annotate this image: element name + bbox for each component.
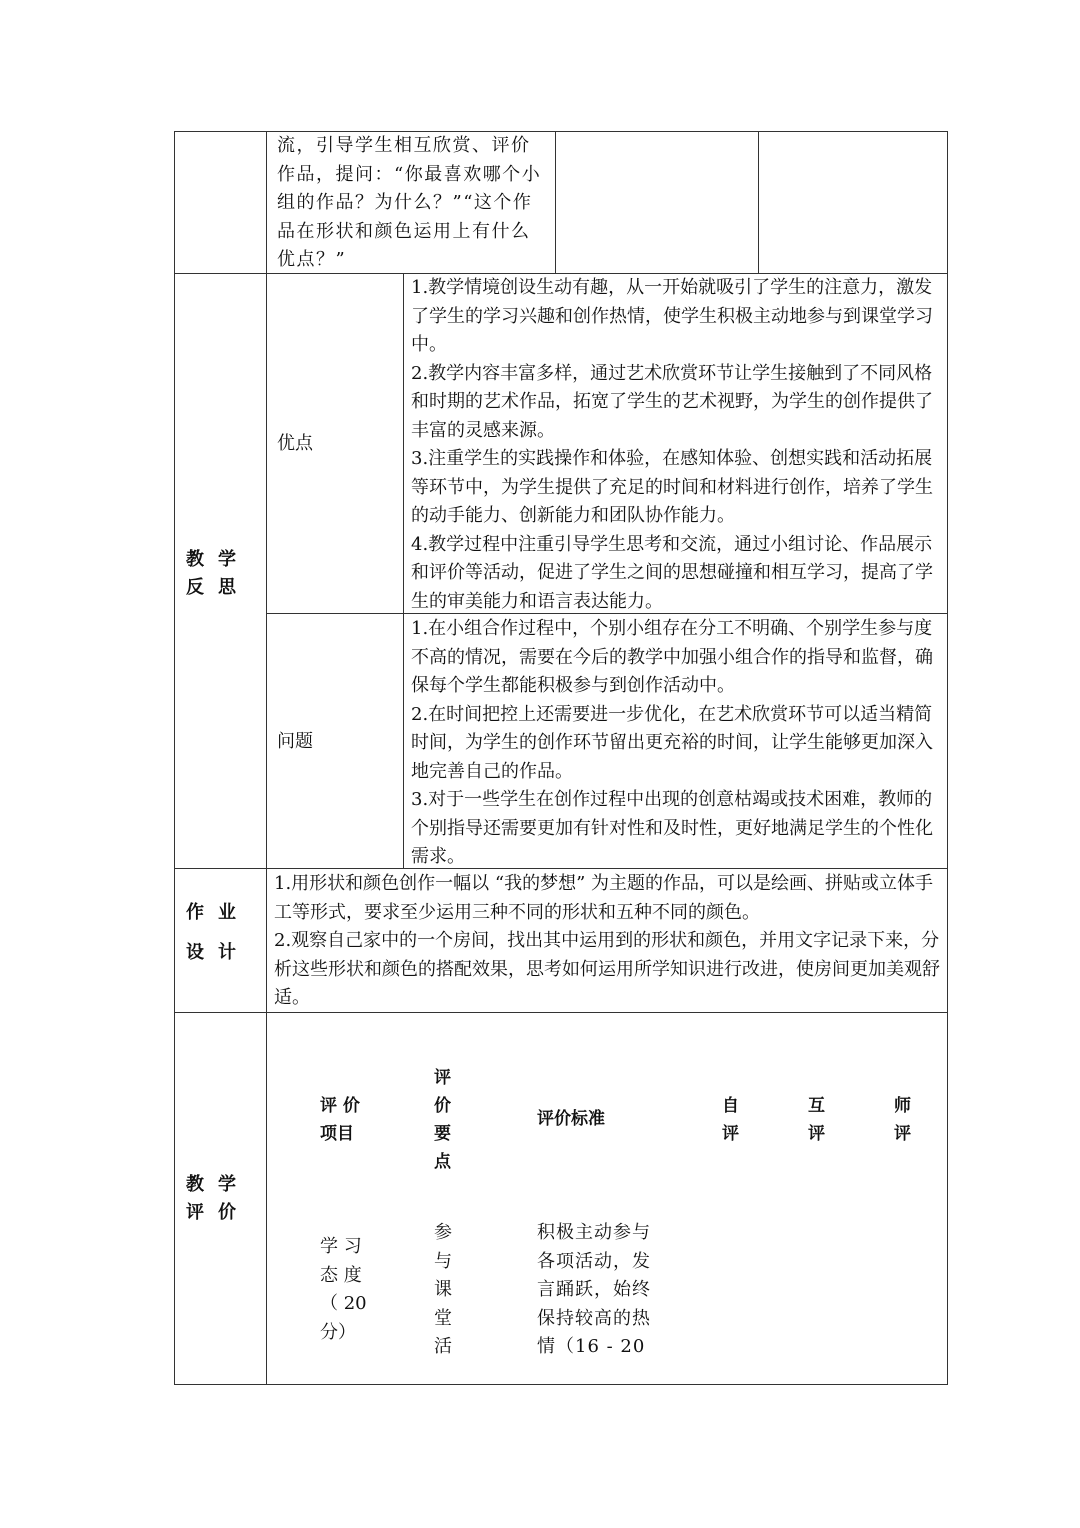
eval-header-standard: 评价标准: [537, 1109, 605, 1129]
list-item: 2.在时间把控上还需要进一步优化，在艺术欣赏环节可以适当精简时间，为学生的创作环节留出更充裕的时间，让学生能够更加深入地完善自己的作品。: [411, 703, 933, 782]
grid-line: [174, 131, 175, 1385]
advantages-label: 优点: [277, 433, 313, 454]
eval-header-peer: 互 评: [808, 1096, 825, 1144]
grid-line: [174, 1384, 948, 1385]
eval-header-teacher: 师 评: [894, 1096, 911, 1144]
list-item: 2.观察自己家中的一个房间，找出其中运用到的形状和颜色，并用文字记录下来，分析这些形状和颜色的搭配效果，思考如何运用所学知识进行改进，使房间更加美观舒适。: [274, 930, 940, 1008]
grid-line: [555, 131, 556, 274]
problems-list: [411, 615, 941, 872]
homework-list: [274, 870, 941, 1013]
eval-row-standard: 积极主动参与 各项活动，发 言踊跃，始终 保持较高的热 情（16 - 20: [537, 1222, 651, 1357]
list-item: 1.教学情境创设生动有趣，从一开始就吸引了学生的注意力，激发了学生的学习兴趣和创作热情，使学生积极主动地参与到课堂学习中。: [411, 277, 933, 355]
eval-header-item: 评 价 项目: [320, 1096, 360, 1144]
list-item: 2.教学内容丰富多样，通过艺术欣赏环节让学生接触到了不同风格和时期的艺术作品，拓宽了学生的艺术视野，为学生的创作提供了丰富的灵感来源。: [411, 362, 933, 441]
evaluation-label: 教学评价: [186, 1174, 250, 1223]
reflection-label: 教学反思: [186, 549, 250, 598]
list-item: 3.对于一些学生在创作过程中出现的创意枯竭或技术困难，教师的个别指导还需要更加有针对性和及时性，更好地满足学生的个性化需求。: [411, 789, 933, 867]
grid-line: [758, 131, 759, 274]
list-item: 1.用形状和颜色创作一幅以 “我的梦想” 为主题的作品，可以是绘画、拼贴或立体手工等形式，要求至少运用三种不同的形状和五种不同的颜色。: [274, 873, 934, 923]
grid-line: [947, 131, 948, 1385]
eval-row-point: 参 与 课 堂 活: [434, 1222, 452, 1357]
problems-label: 问题: [277, 731, 313, 752]
homework-label: 作业设计: [186, 902, 250, 963]
eval-header-point: 评 价 要 点: [434, 1068, 451, 1172]
grid-line: [403, 273, 404, 869]
eval-header-self: 自 评: [722, 1096, 739, 1144]
list-item: 4.教学过程中注重引导学生思考和交流，通过小组讨论、作品展示和评价等活动，促进了学生之间的思想碰撞和相互学习，提高了学生的审美能力和语言表达能力。: [411, 533, 933, 612]
top-row-text: 流，引导学生相互欣赏、评价作品，提问：“你最喜欢哪个小组的作品？为什么？”“这个作品在形状和颜色运用上有什么优点？”: [277, 135, 542, 270]
advantages-list: [411, 274, 941, 616]
list-item: 1.在小组合作过程中，个别小组存在分工不明确、个别学生参与度不高的情况，需要在今后的教学中加强小组合作的指导和监督，确保每个学生都能积极参与到创作活动中。: [411, 618, 933, 696]
eval-row-item: 学 习 态 度 （ 20 分）: [320, 1236, 367, 1343]
list-item: 3.注重学生的实践操作和体验，在感知体验、创想实践和活动拓展等环节中，为学生提供了充足的时间和材料进行创作，培养了学生的动手能力、创新能力和团队协作能力。: [411, 448, 933, 526]
